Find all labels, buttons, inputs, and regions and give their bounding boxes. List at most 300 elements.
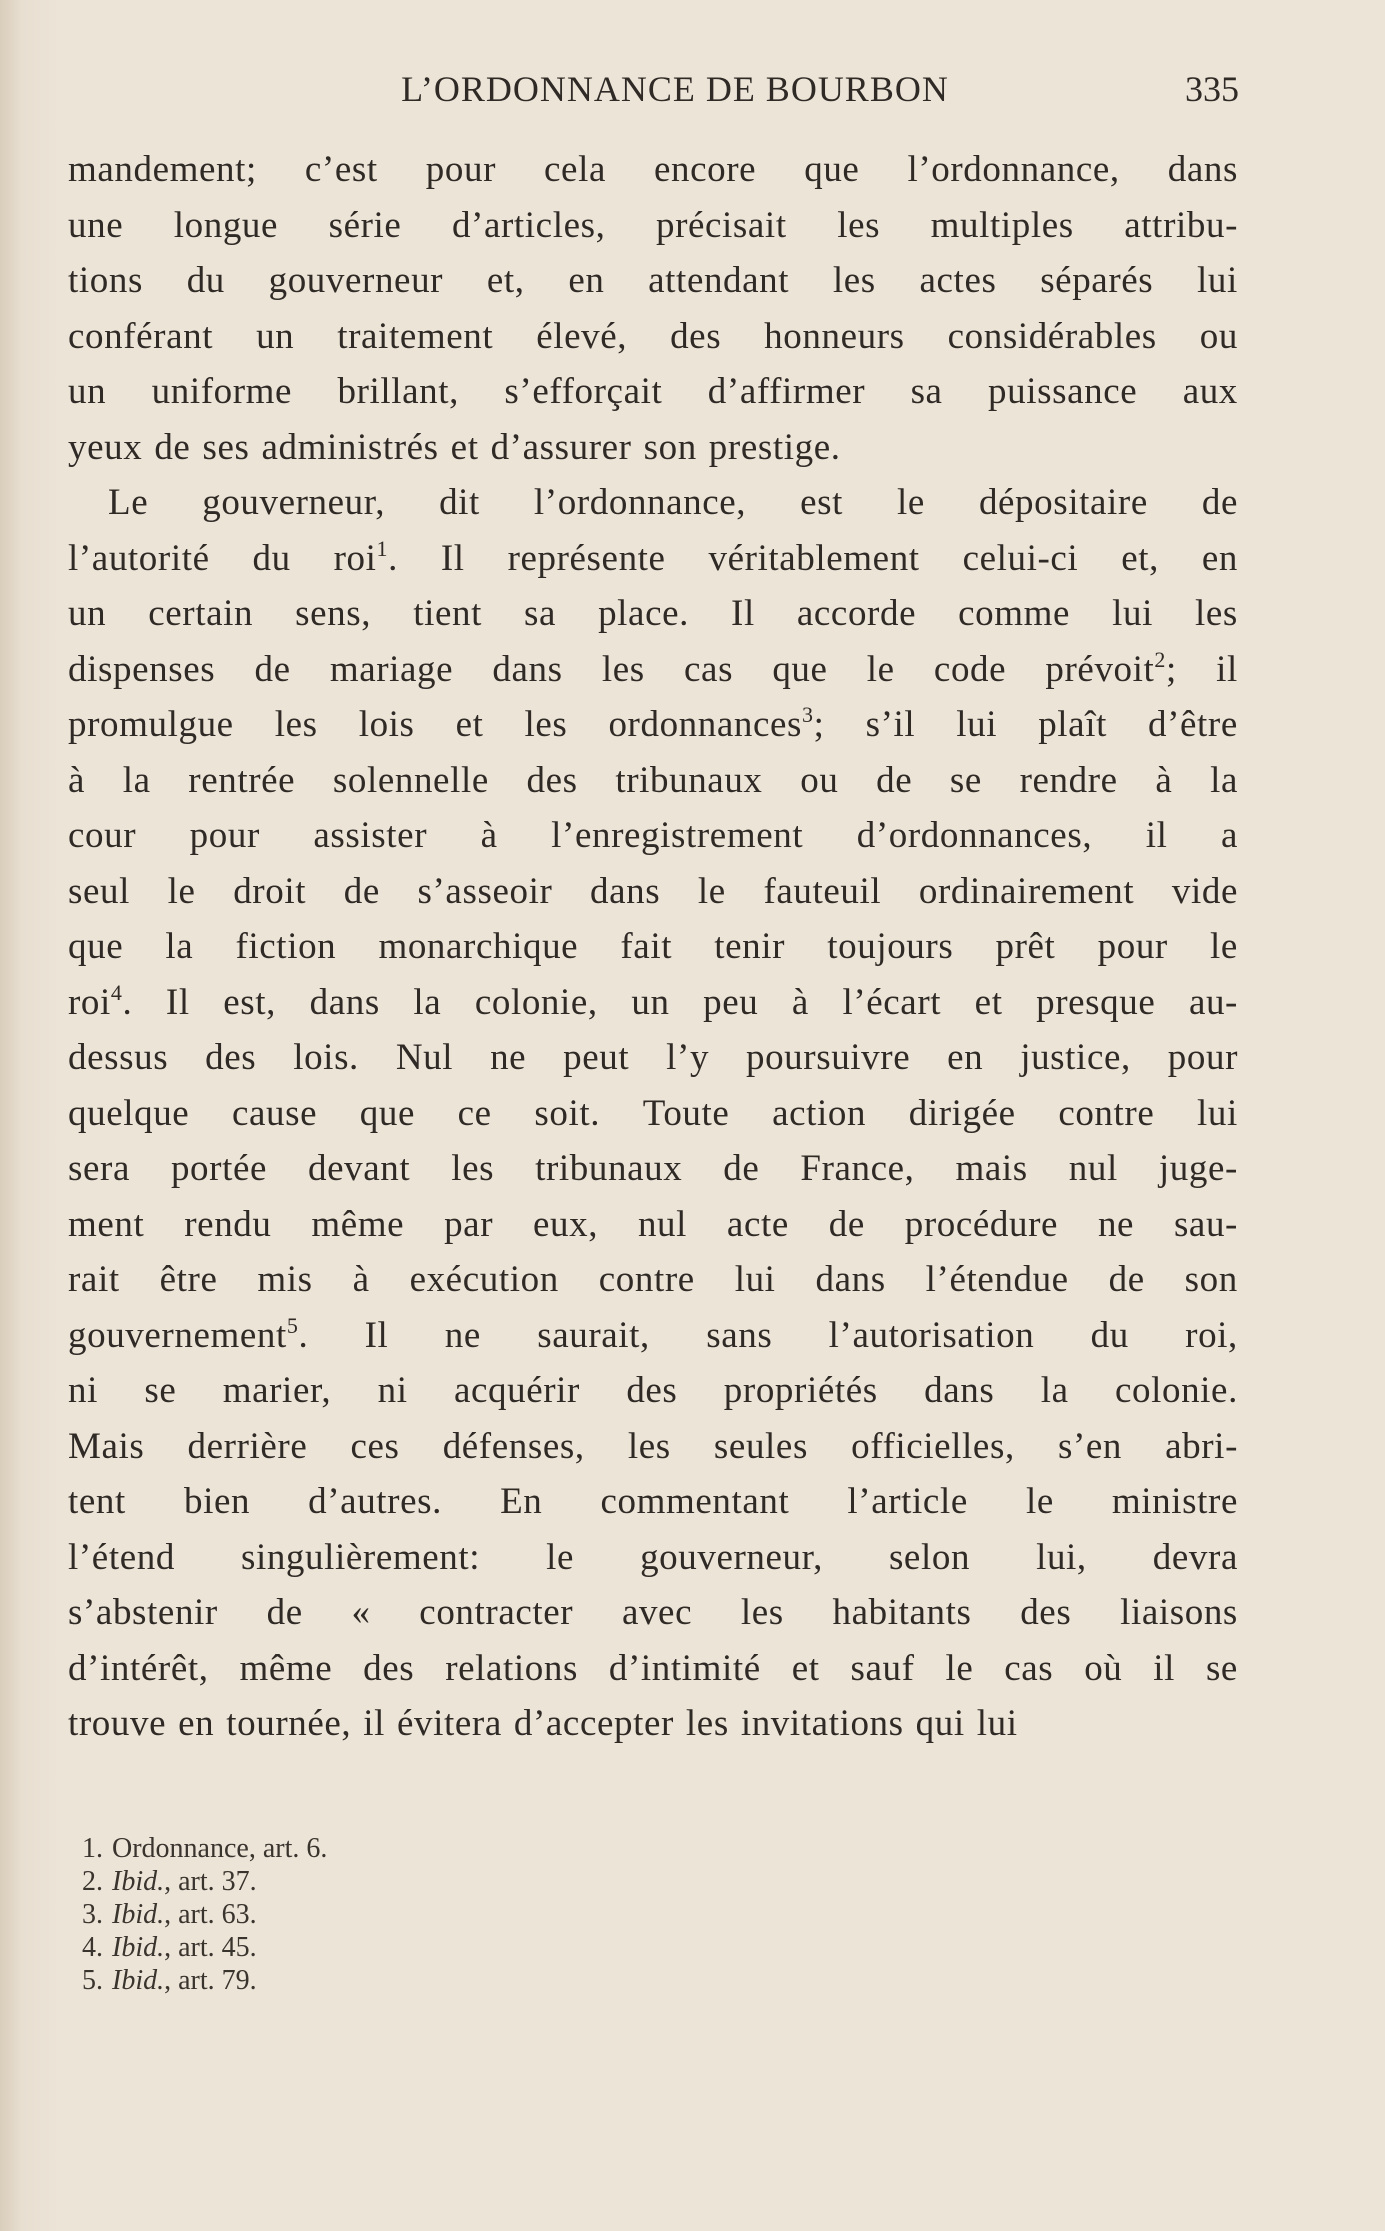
word: des	[626, 1370, 678, 1411]
word: du	[252, 537, 291, 579]
word: son	[643, 426, 697, 468]
word: ment	[68, 1203, 145, 1245]
word: solennelle	[332, 759, 489, 801]
word: devant	[307, 1148, 411, 1189]
word: pour	[1097, 926, 1168, 967]
word: l’étendue	[925, 1259, 1069, 1300]
word: en	[1201, 537, 1238, 579]
text-line	[68, 364, 1238, 420]
word: une	[68, 204, 124, 246]
word: les	[451, 1148, 495, 1189]
word: fauteuil	[763, 870, 882, 912]
word: derrière	[187, 1425, 308, 1467]
word: lui	[956, 704, 998, 745]
word: juge-	[1158, 1148, 1238, 1189]
word: colonie.	[1114, 1370, 1238, 1411]
word: sauf	[850, 1647, 915, 1689]
word: eux,	[533, 1203, 599, 1245]
word: ni	[377, 1370, 408, 1411]
word: l’autorisation	[828, 1314, 1035, 1356]
word: rentrée	[188, 759, 296, 801]
text-line	[68, 1530, 1238, 1586]
word: ses	[202, 426, 250, 468]
word: dans	[815, 1259, 886, 1300]
word: les	[601, 648, 645, 690]
footnotes	[82, 1832, 582, 1997]
word: d’ordonnances,	[856, 815, 1093, 856]
word: cour	[68, 815, 137, 856]
word: les	[740, 1592, 784, 1633]
word: gouverneur	[268, 260, 444, 301]
word: colonie,	[474, 981, 598, 1023]
word: prestige.	[708, 426, 841, 468]
text-line	[68, 1696, 1238, 1752]
word: assister	[313, 815, 428, 856]
word: en	[947, 1037, 984, 1078]
word: ne	[1097, 1203, 1135, 1245]
word: évitera	[397, 1703, 502, 1744]
word: défenses,	[442, 1425, 585, 1467]
word: cas	[1004, 1647, 1054, 1689]
word: ministre	[1111, 1481, 1238, 1522]
text-line	[68, 142, 1238, 198]
word: gouvernement$^5$.	[68, 1312, 309, 1356]
word: Nul	[395, 1037, 454, 1078]
word: acte	[726, 1203, 789, 1245]
word: la	[165, 926, 194, 967]
word: dans	[924, 1370, 995, 1411]
text-line	[68, 642, 1238, 698]
word: abri-	[1165, 1425, 1238, 1467]
footnote	[82, 1931, 582, 1964]
running-title: L’ORDONNANCE DE BOURBON	[401, 69, 949, 109]
word: les	[274, 704, 318, 745]
word: rendre	[1019, 759, 1118, 801]
word: les	[837, 204, 881, 246]
text-line	[68, 198, 1238, 254]
word: promulgue	[68, 704, 234, 745]
word: l’ordonnance,	[533, 482, 747, 523]
word: quelque	[68, 1092, 190, 1134]
word: place.	[598, 593, 689, 634]
word: sens,	[295, 593, 372, 634]
text-line	[68, 309, 1238, 365]
word: encore	[654, 149, 757, 190]
text-line	[68, 808, 1238, 864]
word: son	[1184, 1259, 1238, 1300]
word: Il	[731, 593, 755, 634]
word: tient	[413, 593, 482, 634]
word: procédure	[904, 1203, 1059, 1245]
word: tent	[68, 1481, 126, 1522]
word: nul	[1068, 1148, 1118, 1189]
word: dirigée	[908, 1092, 1016, 1134]
word: la	[1040, 1370, 1069, 1411]
word: singulièrement:	[240, 1536, 481, 1578]
text-line	[68, 1086, 1238, 1142]
word: de	[828, 1203, 865, 1245]
footnote	[82, 1964, 582, 1997]
word: action	[772, 1092, 867, 1134]
word: que	[772, 648, 828, 690]
word: lois	[358, 704, 415, 745]
word: le	[945, 1647, 974, 1689]
word: ce	[457, 1092, 492, 1134]
word: sau-	[1173, 1203, 1238, 1245]
word: les	[524, 704, 568, 745]
footnote-source: Ordonnance	[112, 1833, 249, 1864]
word: il	[363, 1703, 386, 1744]
word: mandement;	[68, 149, 257, 190]
word: pour	[425, 149, 497, 190]
text-line	[68, 1252, 1238, 1308]
word: l’ordonnance,	[907, 149, 1120, 190]
word: dans	[590, 870, 661, 912]
text-line	[68, 253, 1238, 309]
word: portée	[170, 1148, 267, 1189]
word: lui	[1197, 260, 1238, 301]
word: dépositaire	[978, 482, 1148, 523]
footnote-number: 1.	[82, 1833, 103, 1864]
word: l’écart	[842, 981, 942, 1023]
word: Le	[108, 482, 149, 523]
text-line	[68, 531, 1238, 587]
word: mis	[257, 1259, 313, 1300]
word: par	[444, 1203, 494, 1245]
word: et	[455, 704, 484, 745]
word: dispenses	[68, 648, 216, 690]
word: considérables	[947, 315, 1157, 357]
word: mais	[955, 1148, 1028, 1189]
text-line	[68, 420, 1238, 476]
word: mariage	[329, 648, 454, 690]
word: propriétés	[723, 1370, 878, 1411]
body-text	[68, 142, 1238, 1752]
word: comme	[958, 593, 1071, 634]
word: la	[413, 981, 442, 1023]
word: s’il	[865, 704, 916, 745]
text-line	[68, 919, 1238, 975]
word: des	[205, 1037, 257, 1078]
word: lui	[1112, 593, 1153, 634]
word: séparés	[1040, 260, 1154, 301]
word: code	[933, 648, 1007, 690]
word: Il	[165, 981, 190, 1023]
word: certain	[148, 593, 254, 634]
footnote-source: Ibid.	[112, 1965, 165, 1996]
word: attribu-	[1124, 204, 1238, 246]
word: des	[1020, 1592, 1072, 1633]
word: un	[631, 981, 670, 1023]
word: roi,	[1185, 1314, 1238, 1356]
word: longue	[173, 204, 279, 246]
word: que	[68, 926, 124, 967]
word: multiples	[930, 204, 1074, 246]
word: des	[363, 1647, 415, 1689]
word: le	[1025, 1481, 1054, 1522]
word: a	[1220, 815, 1238, 856]
word: actes	[919, 260, 997, 301]
word: véritablement	[708, 537, 920, 579]
word: dans	[492, 648, 563, 690]
footnote-number: 3.	[82, 1899, 103, 1930]
word: la	[122, 759, 151, 801]
word: l’autorité	[68, 537, 210, 579]
word: s’en	[1057, 1425, 1122, 1467]
word: le	[697, 870, 726, 912]
word: selon	[888, 1536, 971, 1578]
word: en	[568, 260, 605, 301]
word: «	[351, 1592, 371, 1633]
word: France,	[800, 1148, 915, 1189]
word: série	[328, 204, 402, 246]
word: contre	[1058, 1092, 1155, 1134]
word: au-	[1188, 981, 1238, 1023]
word: il	[1145, 815, 1168, 856]
page-header	[0, 68, 1385, 118]
word: attendant	[648, 260, 790, 301]
word: et	[791, 1647, 820, 1689]
word: relations	[445, 1647, 578, 1689]
page-number: 335	[1185, 69, 1239, 109]
word: ordinairement	[918, 870, 1135, 912]
word: sera	[68, 1148, 130, 1189]
word: le	[866, 648, 895, 690]
word: exécution	[409, 1259, 559, 1300]
word: habitants	[832, 1592, 972, 1633]
footnote-source: Ibid.	[112, 1866, 165, 1897]
word: nul	[637, 1203, 688, 1245]
word: cela	[544, 149, 606, 190]
word: le	[897, 482, 925, 523]
word: lui	[734, 1259, 776, 1300]
text-line	[68, 1363, 1238, 1419]
word: ces	[350, 1425, 400, 1467]
text-line	[68, 1308, 1238, 1364]
word: même	[311, 1203, 405, 1245]
word: gouverneur,	[640, 1536, 823, 1578]
text-line	[68, 475, 1238, 531]
text-line	[68, 697, 1238, 753]
word: le	[546, 1536, 575, 1578]
word: traitement	[337, 315, 494, 357]
word: brillant,	[337, 371, 459, 412]
footnote-ref: , art. 45.	[164, 1932, 257, 1963]
word: que	[804, 149, 860, 190]
word: même	[239, 1647, 333, 1689]
text-line	[68, 753, 1238, 809]
text-line	[68, 1141, 1238, 1197]
word: être	[159, 1259, 218, 1300]
footnote	[82, 1832, 582, 1865]
word: et,	[486, 260, 525, 301]
word: dans	[1167, 149, 1238, 190]
word: il	[1153, 1647, 1176, 1689]
word: celui-ci	[962, 537, 1079, 579]
word: d’assurer	[490, 426, 632, 468]
word: lois.	[293, 1037, 359, 1078]
word: d’être	[1148, 704, 1238, 745]
word: et	[450, 426, 479, 468]
word: où	[1084, 1647, 1123, 1689]
word: l’y	[666, 1037, 710, 1078]
word: roi$^1$.	[333, 535, 398, 579]
word: rait	[68, 1259, 120, 1300]
word: fiction	[235, 926, 337, 967]
word: il	[1216, 648, 1238, 690]
word: Mais	[68, 1425, 145, 1467]
word: invitations	[740, 1703, 904, 1744]
word: l’étend	[68, 1536, 175, 1578]
word: se	[949, 759, 982, 801]
word: sa	[524, 593, 557, 634]
text-line	[68, 975, 1238, 1031]
word: ou	[1199, 315, 1238, 357]
text-line	[68, 1474, 1238, 1530]
word: pour	[1167, 1037, 1238, 1078]
word: Toute	[642, 1092, 730, 1134]
footnote-ref: , art. 63.	[164, 1899, 257, 1930]
word: dans	[309, 981, 380, 1023]
text-line	[68, 864, 1238, 920]
word: conférant	[68, 315, 214, 357]
word: la	[1210, 759, 1238, 801]
word: s’abstenir	[68, 1592, 218, 1633]
word: prévoit$^2$;	[1045, 646, 1177, 690]
footnote-ref: , art. 37.	[164, 1866, 257, 1897]
word: gouverneur,	[202, 482, 386, 523]
word: élevé,	[536, 315, 628, 357]
word: aux	[1182, 371, 1238, 412]
word: puissance	[988, 371, 1138, 412]
word: officielles,	[851, 1425, 1015, 1467]
text-line	[68, 1585, 1238, 1641]
word: marier,	[222, 1370, 332, 1411]
word: tribunaux	[535, 1148, 683, 1189]
word: se	[1205, 1647, 1238, 1689]
word: les	[685, 1703, 729, 1744]
word: trouve	[68, 1703, 167, 1744]
word: fait	[620, 926, 673, 967]
word: à	[352, 1259, 370, 1300]
footnote-source: Ibid.	[112, 1932, 165, 1963]
word: cause	[231, 1092, 318, 1134]
word: les	[1195, 593, 1238, 634]
word: acquérir	[453, 1370, 580, 1411]
text-line	[68, 586, 1238, 642]
word: toujours	[827, 926, 954, 967]
word: devra	[1152, 1536, 1238, 1578]
word: que	[359, 1092, 416, 1134]
word: sans	[706, 1314, 773, 1356]
word: précisait	[655, 204, 787, 246]
footnote-ref: , art. 6.	[248, 1833, 328, 1864]
word: un	[68, 371, 107, 412]
word: monarchique	[378, 926, 579, 967]
word: contracter	[419, 1592, 574, 1633]
word: du	[186, 260, 225, 301]
word: est	[800, 482, 844, 523]
word: lui,	[1036, 1536, 1087, 1578]
text-line	[68, 1419, 1238, 1475]
word: tournée,	[226, 1703, 352, 1744]
word: s’asseoir	[417, 870, 553, 912]
word: liaisons	[1120, 1592, 1238, 1633]
word: à	[480, 815, 498, 856]
word: d’autres.	[308, 1481, 442, 1522]
word: roi$^4$.	[68, 979, 133, 1023]
word: d’intimité	[608, 1647, 761, 1689]
word: ordonnances$^3$;	[608, 702, 825, 745]
word: seules	[713, 1425, 808, 1467]
word: avec	[621, 1592, 693, 1633]
word: à	[68, 759, 86, 801]
word: les	[627, 1425, 671, 1467]
word: tenir	[714, 926, 786, 967]
word: qui	[915, 1703, 965, 1744]
word: saurait,	[537, 1314, 650, 1356]
word: uniforme	[151, 371, 293, 412]
word: dessus	[68, 1037, 169, 1078]
footnote-source: Ibid.	[112, 1899, 165, 1930]
word: de	[1201, 482, 1238, 523]
word: s’efforçait	[504, 371, 663, 412]
word: un	[256, 315, 295, 357]
word: peu	[703, 981, 759, 1023]
word: honneurs	[764, 315, 905, 357]
word: ni	[68, 1370, 98, 1411]
word: accorde	[796, 593, 917, 634]
word: dit	[439, 482, 480, 523]
word: se	[144, 1370, 177, 1411]
word: prêt	[995, 926, 1056, 967]
word: Il	[440, 537, 465, 579]
word: de	[876, 759, 913, 801]
word: de	[254, 648, 291, 690]
word: tions	[68, 260, 143, 301]
footnote-number: 4.	[82, 1932, 103, 1963]
word: sa	[910, 371, 943, 412]
word: ou	[800, 759, 839, 801]
word: le	[1210, 926, 1238, 967]
word: seul	[68, 870, 131, 912]
footnote-number: 2.	[82, 1866, 103, 1897]
word: des	[670, 315, 722, 357]
word: et,	[1121, 537, 1159, 579]
word: d’affirmer	[707, 371, 866, 412]
word: des	[526, 759, 578, 801]
word: justice,	[1020, 1037, 1131, 1078]
text-line	[68, 1641, 1238, 1697]
word: pour	[189, 815, 260, 856]
footnote-number: 5.	[82, 1965, 103, 1996]
word: commentant	[600, 1481, 790, 1522]
word: de	[1108, 1259, 1145, 1300]
word: cas	[684, 648, 734, 690]
word: à	[1155, 759, 1173, 801]
word: de	[723, 1148, 760, 1189]
text-line	[68, 1197, 1238, 1253]
word: l’enregistrement	[551, 815, 804, 856]
word: est,	[223, 981, 277, 1023]
word: yeux	[68, 426, 143, 468]
word: poursuivre	[745, 1037, 911, 1078]
word: du	[1090, 1314, 1129, 1356]
word: c’est	[304, 149, 378, 190]
word: tribunaux	[615, 759, 763, 801]
word: contre	[598, 1259, 695, 1300]
word: vide	[1171, 870, 1238, 912]
